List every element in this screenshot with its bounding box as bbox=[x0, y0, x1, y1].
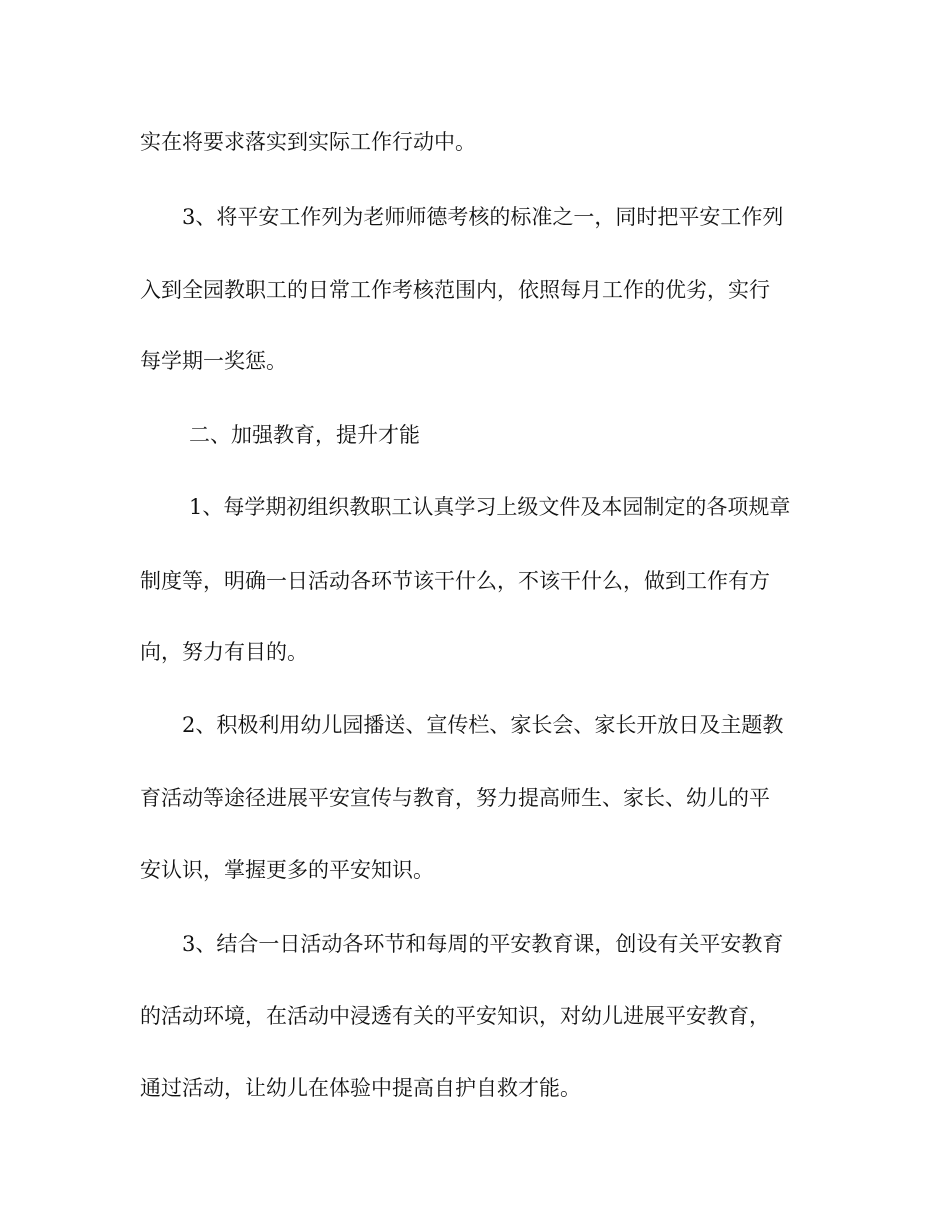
section-heading: 二、加强教育，提升才能 bbox=[189, 423, 420, 447]
paragraph-line: 3、将平安工作列为老师师德考核的标准之一，同时把平安工作列 bbox=[182, 205, 784, 229]
paragraph-line: 入到全园教职工的日常工作考核范围内，依照每月工作的优劣，实行 bbox=[140, 278, 770, 302]
paragraph-line: 1、每学期初组织教职工认真学习上级文件及本园制定的各项规章 bbox=[189, 495, 791, 519]
paragraph-line: 安认识，掌握更多的平安知识。 bbox=[140, 858, 434, 882]
paragraph-line: 通过活动，让幼儿在体验中提高自护自救才能。 bbox=[140, 1076, 581, 1100]
paragraph-line: 每学期一奖惩。 bbox=[140, 349, 287, 373]
paragraph-line: 实在将要求落实到实际工作行动中。 bbox=[140, 130, 476, 154]
paragraph-line: 2、积极利用幼儿园播送、宣传栏、家长会、家长开放日及主题教 bbox=[182, 713, 784, 737]
paragraph-line: 育活动等途径进展平安宣传与教育，努力提高师生、家长、幼儿的平 bbox=[140, 786, 770, 810]
paragraph-line: 向，努力有目的。 bbox=[140, 640, 308, 664]
paragraph-line: 制度等，明确一日活动各环节该干什么，不该干什么，做到工作有方 bbox=[140, 569, 770, 593]
paragraph-line: 3、结合一日活动各环节和每周的平安教育课，创设有关平安教育 bbox=[182, 932, 784, 956]
paragraph-line: 的活动环境，在活动中浸透有关的平安知识，对幼儿进展平安教育， bbox=[140, 1004, 770, 1028]
